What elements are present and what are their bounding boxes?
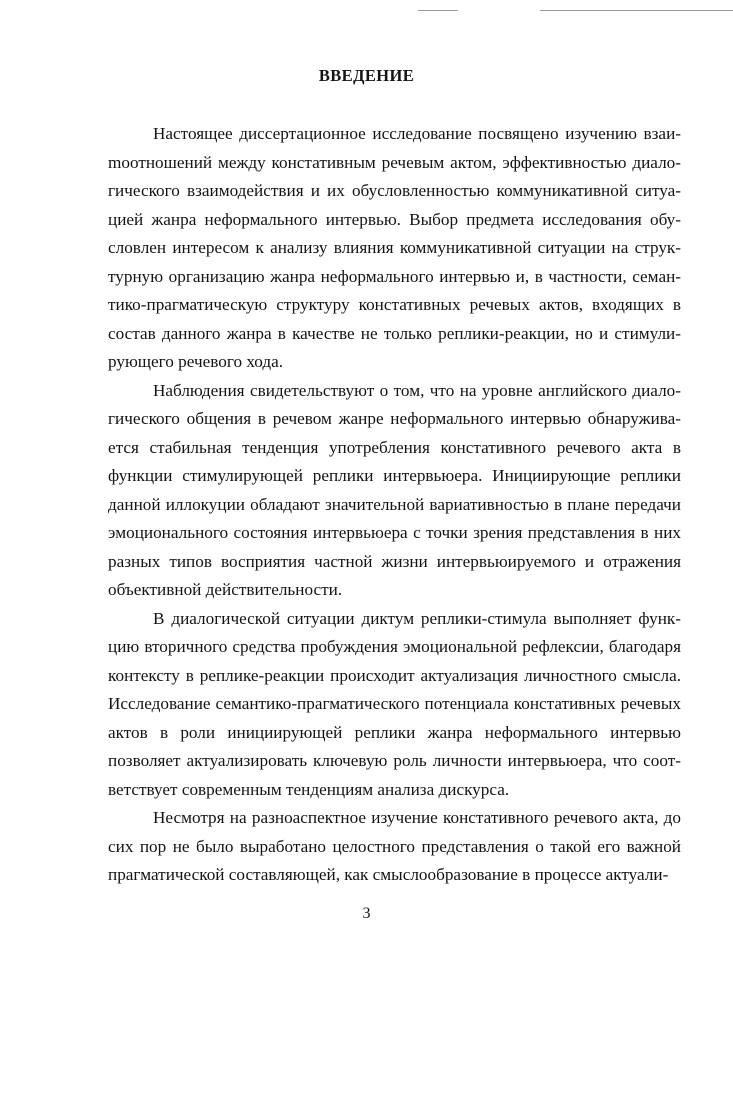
document-body [108, 120, 681, 890]
paragraph-3: В диалогической ситуации диктум реплики-стимула выполняет функцию вторичного средства пробуждения эмоциональной рефлексии, благодаря контексту в реплике-реакции происходит актуализация личностного смысла. Исследование семантико-прагматического потенциала констативных речевых актов в роли инициирующей реплики жанра неформального интервью позволяет актуализировать ключевую роль личности интервьюера, что соответствует современным тенденциям анализа дискурса. [108, 608, 681, 799]
page-title: ВВЕДЕНИЕ [318, 66, 415, 85]
paragraph-1: Настоящее диссертационное исследование посвящено изучению взаиmоотношений между констативным речевым актом, эффективностью диалогического взаимодействия и их обусловленностью коммуникативной ситуацией жанра неформального интервью. Выбор предмета исследования обусловлен интересом к анализу влияния коммуникативной ситуации на структурную организацию жанра неформального интервью и, в частности, семантико-прагматическую структуру констативных речевых актов, входящих в состав данного жанра в качестве не только реплики-реакции, но и стимулирующего речевого хода. [108, 124, 681, 371]
paragraph-2: Наблюдения свидетельствуют о том, что на уровне английского диалогического общения в речевом жанре неформального интервью обнаруживается стабильная тенденция употребления констативного речевого акта в функции стимулирующей реплики интервьюера. Инициирующие реплики данной иллокуции обладают значительной вариативностью в плане передачи эмоционального состояния интервьюера с точки зрения представления в них разных типов восприятия частной жизни интервьюируемого и отражения объективной действительности. [108, 380, 681, 599]
page-number: 3 [362, 905, 371, 922]
scan-edge-mark [540, 10, 733, 11]
scan-edge-mark [418, 10, 458, 11]
paragraph-4: Несмотря на разноаспектное изучение констативного речевого акта, до сих пор не было выработано целостного представления о такой его важной прагматической составляющей, как смыслообразование в процессе актуали- [108, 808, 681, 884]
